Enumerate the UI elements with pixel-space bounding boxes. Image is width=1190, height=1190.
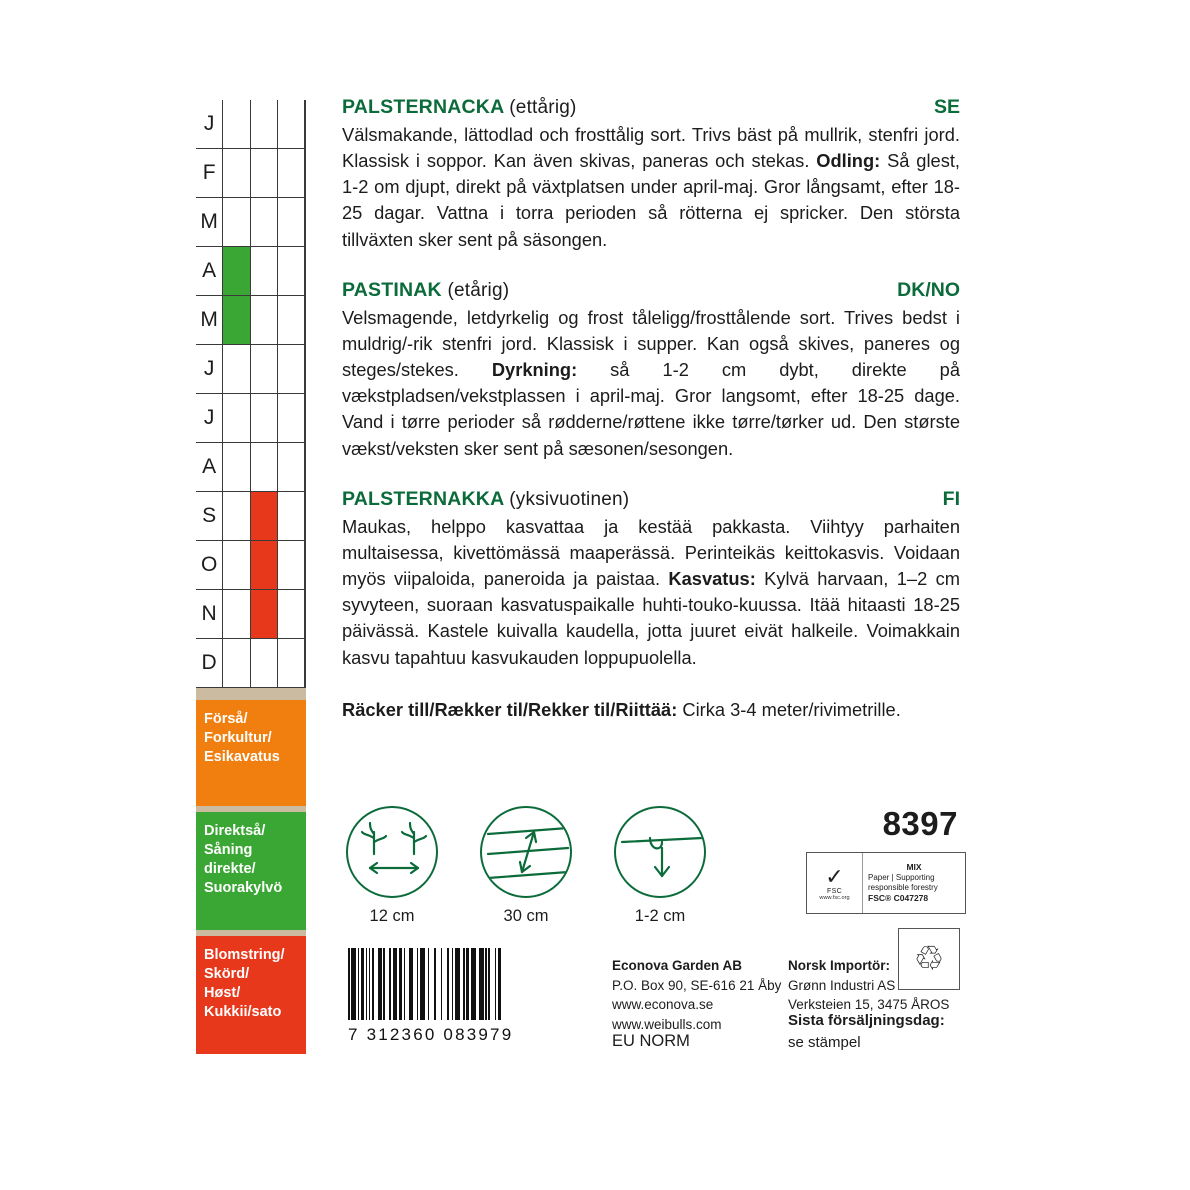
calendar-cell: [251, 590, 278, 638]
plant-spacing-icon: [346, 806, 438, 898]
calendar-cell: [223, 443, 250, 491]
calendar-cell: [278, 149, 305, 197]
legend-line: Blomstring/: [204, 947, 285, 963]
importer-info: [788, 956, 949, 1015]
calendar-cell: [278, 247, 305, 295]
legend-block-harvest: [196, 936, 306, 1054]
fsc-code: FSC® C047278: [868, 893, 929, 904]
fsc-certification-mark: [806, 852, 966, 914]
importer-address: Verksteien 15, 3475 ÅROS: [788, 997, 950, 1013]
product-title-fi: [342, 488, 629, 511]
calendar-month-label: J: [196, 394, 223, 442]
fsc-mix-label: MIX: [906, 861, 922, 872]
language-heading: [342, 279, 960, 302]
yield-info: Räcker till/Rækker til/Rekker til/Riittää: Cirka 3-4 meter/rivimetrille.: [342, 698, 901, 720]
growing-icon-row: [346, 806, 706, 926]
annual-note: (yksivuotinen): [509, 488, 630, 510]
fsc-brand: FSC: [827, 887, 842, 895]
calendar-cell: [223, 492, 250, 540]
calendar-month-label: A: [196, 443, 223, 491]
article-number: 8397: [882, 805, 958, 842]
icon-item-row-spacing: [480, 806, 572, 926]
calendar-cell: [251, 639, 278, 687]
calendar-month-label: S: [196, 492, 223, 540]
calendar-cell: [251, 345, 278, 393]
calendar-month-label: A: [196, 247, 223, 295]
company-website-2: www.weibulls.com: [612, 1016, 722, 1032]
barcode-block: [348, 948, 588, 1045]
fsc-website: www.fsc.org: [819, 894, 850, 901]
plant-spacing-caption: 12 cm: [369, 907, 415, 925]
calendar-cell: [223, 198, 250, 246]
legend-line: Esikavatus: [204, 749, 280, 766]
sowing-calendar-strip: [196, 100, 306, 1048]
calendar-cell: [251, 296, 278, 344]
calendar-month-label: M: [196, 296, 223, 344]
calendar-row-o-9: [196, 541, 305, 590]
calendar-cell: [223, 100, 250, 148]
description-text-se: Välsmakande, lättodlad och frosttålig sort. Trivs bäst på mullrik, stenfri jord. Klassisk i soppor. Kan även skivas, paneras och stekas. Odling: Så glest, 1-2 om djupt, direkt på växtplatsen under april-maj. Gror långsamt, efter 18-25 dagar. Vattna i torra perioden så rötterna ej spricker. Den största tillväxten sker sent på säsongen.: [342, 124, 960, 250]
barcode-number: 7 312360 083979: [348, 1025, 514, 1044]
description-column: [342, 96, 960, 722]
calendar-row-d-11: [196, 639, 305, 688]
barcode-bars: [348, 948, 588, 1020]
title-text: PALSTERNAKKA: [342, 487, 504, 510]
calendar-month-label: O: [196, 541, 223, 589]
legend-block-direct-sow: [196, 812, 306, 930]
calendar-row-f-1: [196, 149, 305, 198]
calendar-cell: [223, 590, 250, 638]
calendar-row-m-4: [196, 296, 305, 345]
calendar-cell: [223, 345, 250, 393]
calendar-cell: [278, 541, 305, 589]
barcode-bar: [501, 948, 503, 1020]
calendar-row-s-8: [196, 492, 305, 541]
calendar-cell: [251, 100, 278, 148]
language-heading: [342, 96, 960, 119]
calendar-row-m-2: [196, 198, 305, 247]
sowing-calendar: [196, 100, 306, 688]
title-text: PALSTERNACKA: [342, 96, 504, 118]
calendar-cell: [278, 394, 305, 442]
calendar-row-a-3: [196, 247, 305, 296]
row-spacing-icon: [480, 806, 572, 898]
last-sale-date-value: se stämpel: [788, 1033, 861, 1051]
calendar-row-j-6: [196, 394, 305, 443]
legend-line: Suorakylvö: [204, 880, 283, 897]
description-text-fi: Maukas, helppo kasvattaa ja kestää pakkasta. Viihtyy parhaiten multaisessa, kivettömässä maaperässä. Perinteikäs keittokasvis. Voidaan myös viipaloida, paneroida ja paistaa. Kasvatus: Kylvä harvaan, 1–2 cm syvyteen, suoraan kasvatuspaikalle huhti-touko-kuussa. Itää hitaasti 18-25 päivässä. Kastele kuivalla kaudella, jotta juuret eivät halkeile. Voimakkain kasvu tapahtuu kasvukauden loppupuolella.: [342, 515, 960, 668]
calendar-month-label: D: [196, 639, 223, 687]
language-block-fi: [342, 488, 960, 671]
legend-line: Direktså/: [204, 823, 266, 839]
calendar-legend: [196, 700, 306, 1054]
calendar-cell: [278, 100, 305, 148]
importer-name: Grønn Industri AS: [788, 977, 896, 993]
calendar-cell: [223, 639, 250, 687]
calendar-cell: [278, 639, 305, 687]
language-code-se: SE: [933, 96, 960, 118]
calendar-month-label: J: [196, 345, 223, 393]
calendar-cell: [278, 345, 305, 393]
last-sale-date-label: Sista försäljningsdag:: [788, 1012, 945, 1029]
calendar-cell: [223, 541, 250, 589]
legend-line: Forkultur/: [204, 730, 272, 747]
company-address: P.O. Box 90, SE-616 21 Åby: [612, 977, 782, 993]
company-website: www.econova.se: [612, 997, 714, 1013]
icon-item-plant-spacing: [346, 806, 438, 926]
calendar-cell: [251, 149, 278, 197]
recycling-icon: ♲: [898, 928, 960, 990]
product-title-dkno: [342, 279, 509, 302]
row-spacing-caption: 30 cm: [503, 907, 549, 925]
calendar-row-n-10: [196, 590, 305, 639]
importer-label: Norsk Importör:: [788, 958, 891, 973]
calendar-cell: [251, 198, 278, 246]
language-code-dkno: DK/NO: [897, 278, 960, 301]
language-block-dkno: [342, 279, 960, 462]
annual-note: (etårig): [447, 279, 510, 301]
legend-line: Høst/: [204, 985, 241, 1002]
calendar-month-label: J: [196, 100, 223, 148]
tree-icon: ✓: [825, 863, 844, 889]
legend-line: Kukkii/sato: [204, 1004, 282, 1021]
last-sale-date: [788, 1010, 945, 1054]
legend-line: Skörd/: [204, 966, 250, 983]
annual-note: (ettårig): [509, 97, 577, 118]
fsc-line1: Paper | Supporting: [868, 872, 935, 882]
legend-line: Såning: [204, 842, 253, 859]
language-heading: [342, 488, 960, 511]
calendar-month-label: M: [196, 198, 223, 246]
calendar-cell: [278, 296, 305, 344]
calendar-cell: [251, 492, 278, 540]
calendar-cell: [278, 492, 305, 540]
calendar-cell: [278, 443, 305, 491]
eu-norm-label: EU NORM: [612, 1032, 690, 1050]
description-text-dkno: Velsmagende, letdyrkelig og frost tåleligg/frosttålende sort. Trives bedst i muldrig/-rik stenfri jord. Klassisk i supper. Kan også skives, paneres og steges/stekes. Dyrkning: så 1-2 cm dybt, direkte på vækstpladsen/vekstplassen i april-maj. Gror langsomt, efter 18-25 dage. Vand i tørre perioder så rødderne/røttene ikke tørre/tørker ud. Den største vækst/veksten sker sent på sæsonen/sesongen.: [342, 306, 960, 459]
calendar-row-a-7: [196, 443, 305, 492]
calendar-cell: [251, 541, 278, 589]
calendar-cell: [223, 296, 250, 344]
calendar-cell: [278, 590, 305, 638]
fsc-details: [863, 859, 965, 908]
calendar-cell: [251, 394, 278, 442]
title-text: PASTINAK: [342, 278, 442, 301]
icon-item-sowing-depth: [614, 806, 706, 926]
calendar-cell: [278, 198, 305, 246]
calendar-cell: [223, 247, 250, 295]
calendar-cell: [223, 149, 250, 197]
calendar-cell: [251, 443, 278, 491]
calendar-cell: [223, 394, 250, 442]
language-block-se: [342, 96, 960, 253]
calendar-month-label: F: [196, 149, 223, 197]
calendar-month-label: N: [196, 590, 223, 638]
calendar-row-j-0: [196, 100, 305, 149]
legend-block-presow: [196, 700, 306, 806]
product-title-se: [342, 96, 577, 119]
company-name: Econova Garden AB: [612, 958, 743, 973]
calendar-row-j-5: [196, 345, 305, 394]
calendar-cell: [251, 247, 278, 295]
legend-line: Förså/: [204, 711, 248, 727]
fsc-logo: [807, 853, 863, 913]
sowing-depth-icon: [614, 806, 706, 898]
legend-line: direkte/: [204, 861, 256, 878]
company-info: [612, 956, 781, 1034]
fsc-line2: responsible forestry: [868, 883, 938, 892]
sowing-depth-caption: 1-2 cm: [634, 907, 686, 925]
language-code-fi: FI: [942, 487, 960, 510]
